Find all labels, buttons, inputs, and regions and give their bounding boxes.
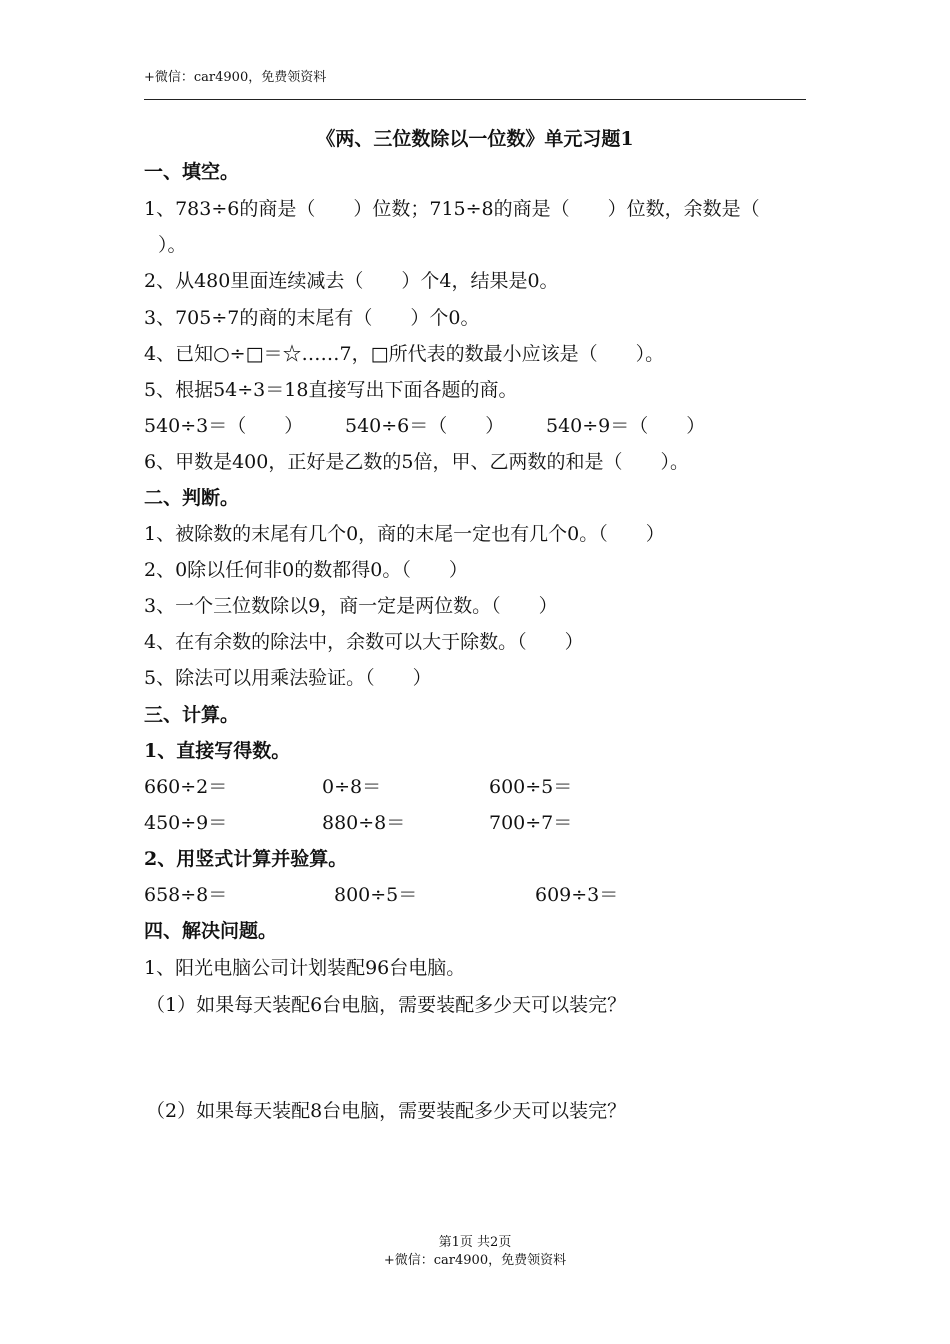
calc-sub-2: 2、用竖式计算并验算。 xyxy=(144,848,348,870)
question-1-3: 3、705÷7的商的末尾有（ ）个0。 xyxy=(144,307,480,329)
judge-item-5: 5、除法可以用乘法验证。（ ） xyxy=(144,667,432,689)
judge-item-2: 2、0除以任何非0的数都得0。（ ） xyxy=(144,559,468,581)
calc-3-1: 658÷8＝ xyxy=(144,884,228,906)
calc-sub-1: 1、直接写得数。 xyxy=(144,740,291,762)
calc-3-3: 609÷3＝ xyxy=(535,884,619,906)
calc-2-3: 700÷7＝ xyxy=(489,812,573,834)
header-note: +微信：car4900，免费领资料 xyxy=(144,70,327,85)
q5-item-2: 540÷6＝（ ） xyxy=(345,415,505,437)
footer-note: +微信：car4900，免费领资料 xyxy=(383,1253,567,1268)
section-4-heading: 四、解决问题。 xyxy=(144,920,278,942)
question-1-6: 6、甲数是400，正好是乙数的5倍，甲、乙两数的和是（ ）。 xyxy=(144,451,689,473)
page-number: 第1页 共2页 xyxy=(438,1235,512,1250)
header-divider xyxy=(144,99,806,100)
problem-1-part-1: （1）如果每天装配6台电脑，需要装配多少天可以装完？ xyxy=(146,994,627,1016)
question-1-2: 2、从480里面连续减去（ ）个4，结果是0。 xyxy=(144,270,559,292)
question-1-1-cont: ）。 xyxy=(158,234,187,256)
judge-item-3: 3、一个三位数除以9，商一定是两位数。（ ） xyxy=(144,595,558,617)
problem-1: 1、阳光电脑公司计划装配96台电脑。 xyxy=(144,957,466,979)
question-1-5: 5、根据54÷3＝18直接写出下面各题的商。 xyxy=(144,379,518,401)
page-title: 《两、三位数除以一位数》单元习题1 xyxy=(316,128,634,150)
judge-item-4: 4、在有余数的除法中，余数可以大于除数。（ ） xyxy=(144,631,584,653)
problem-1-part-2: （2）如果每天装配8台电脑，需要装配多少天可以装完？ xyxy=(146,1100,627,1122)
calc-1-2: 0÷8＝ xyxy=(322,776,382,798)
calc-2-2: 880÷8＝ xyxy=(322,812,406,834)
q5-item-1: 540÷3＝（ ） xyxy=(144,415,304,437)
calc-1-1: 660÷2＝ xyxy=(144,776,228,798)
question-1-1: 1、783÷6的商是（ ）位数；715÷8的商是（ ）位数，余数是（ xyxy=(144,198,760,220)
calc-2-1: 450÷9＝ xyxy=(144,812,228,834)
q5-item-3: 540÷9＝（ ） xyxy=(546,415,706,437)
question-1-4: 4、已知○÷□＝☆……7，□所代表的数最小应该是（ ）。 xyxy=(144,343,665,365)
section-1-heading: 一、填空。 xyxy=(144,161,240,183)
section-3-heading: 三、计算。 xyxy=(144,704,240,726)
calc-1-3: 600÷5＝ xyxy=(489,776,573,798)
calc-3-2: 800÷5＝ xyxy=(334,884,418,906)
section-2-heading: 二、判断。 xyxy=(144,487,240,509)
judge-item-1: 1、被除数的末尾有几个0，商的末尾一定也有几个0。（ ） xyxy=(144,523,665,545)
